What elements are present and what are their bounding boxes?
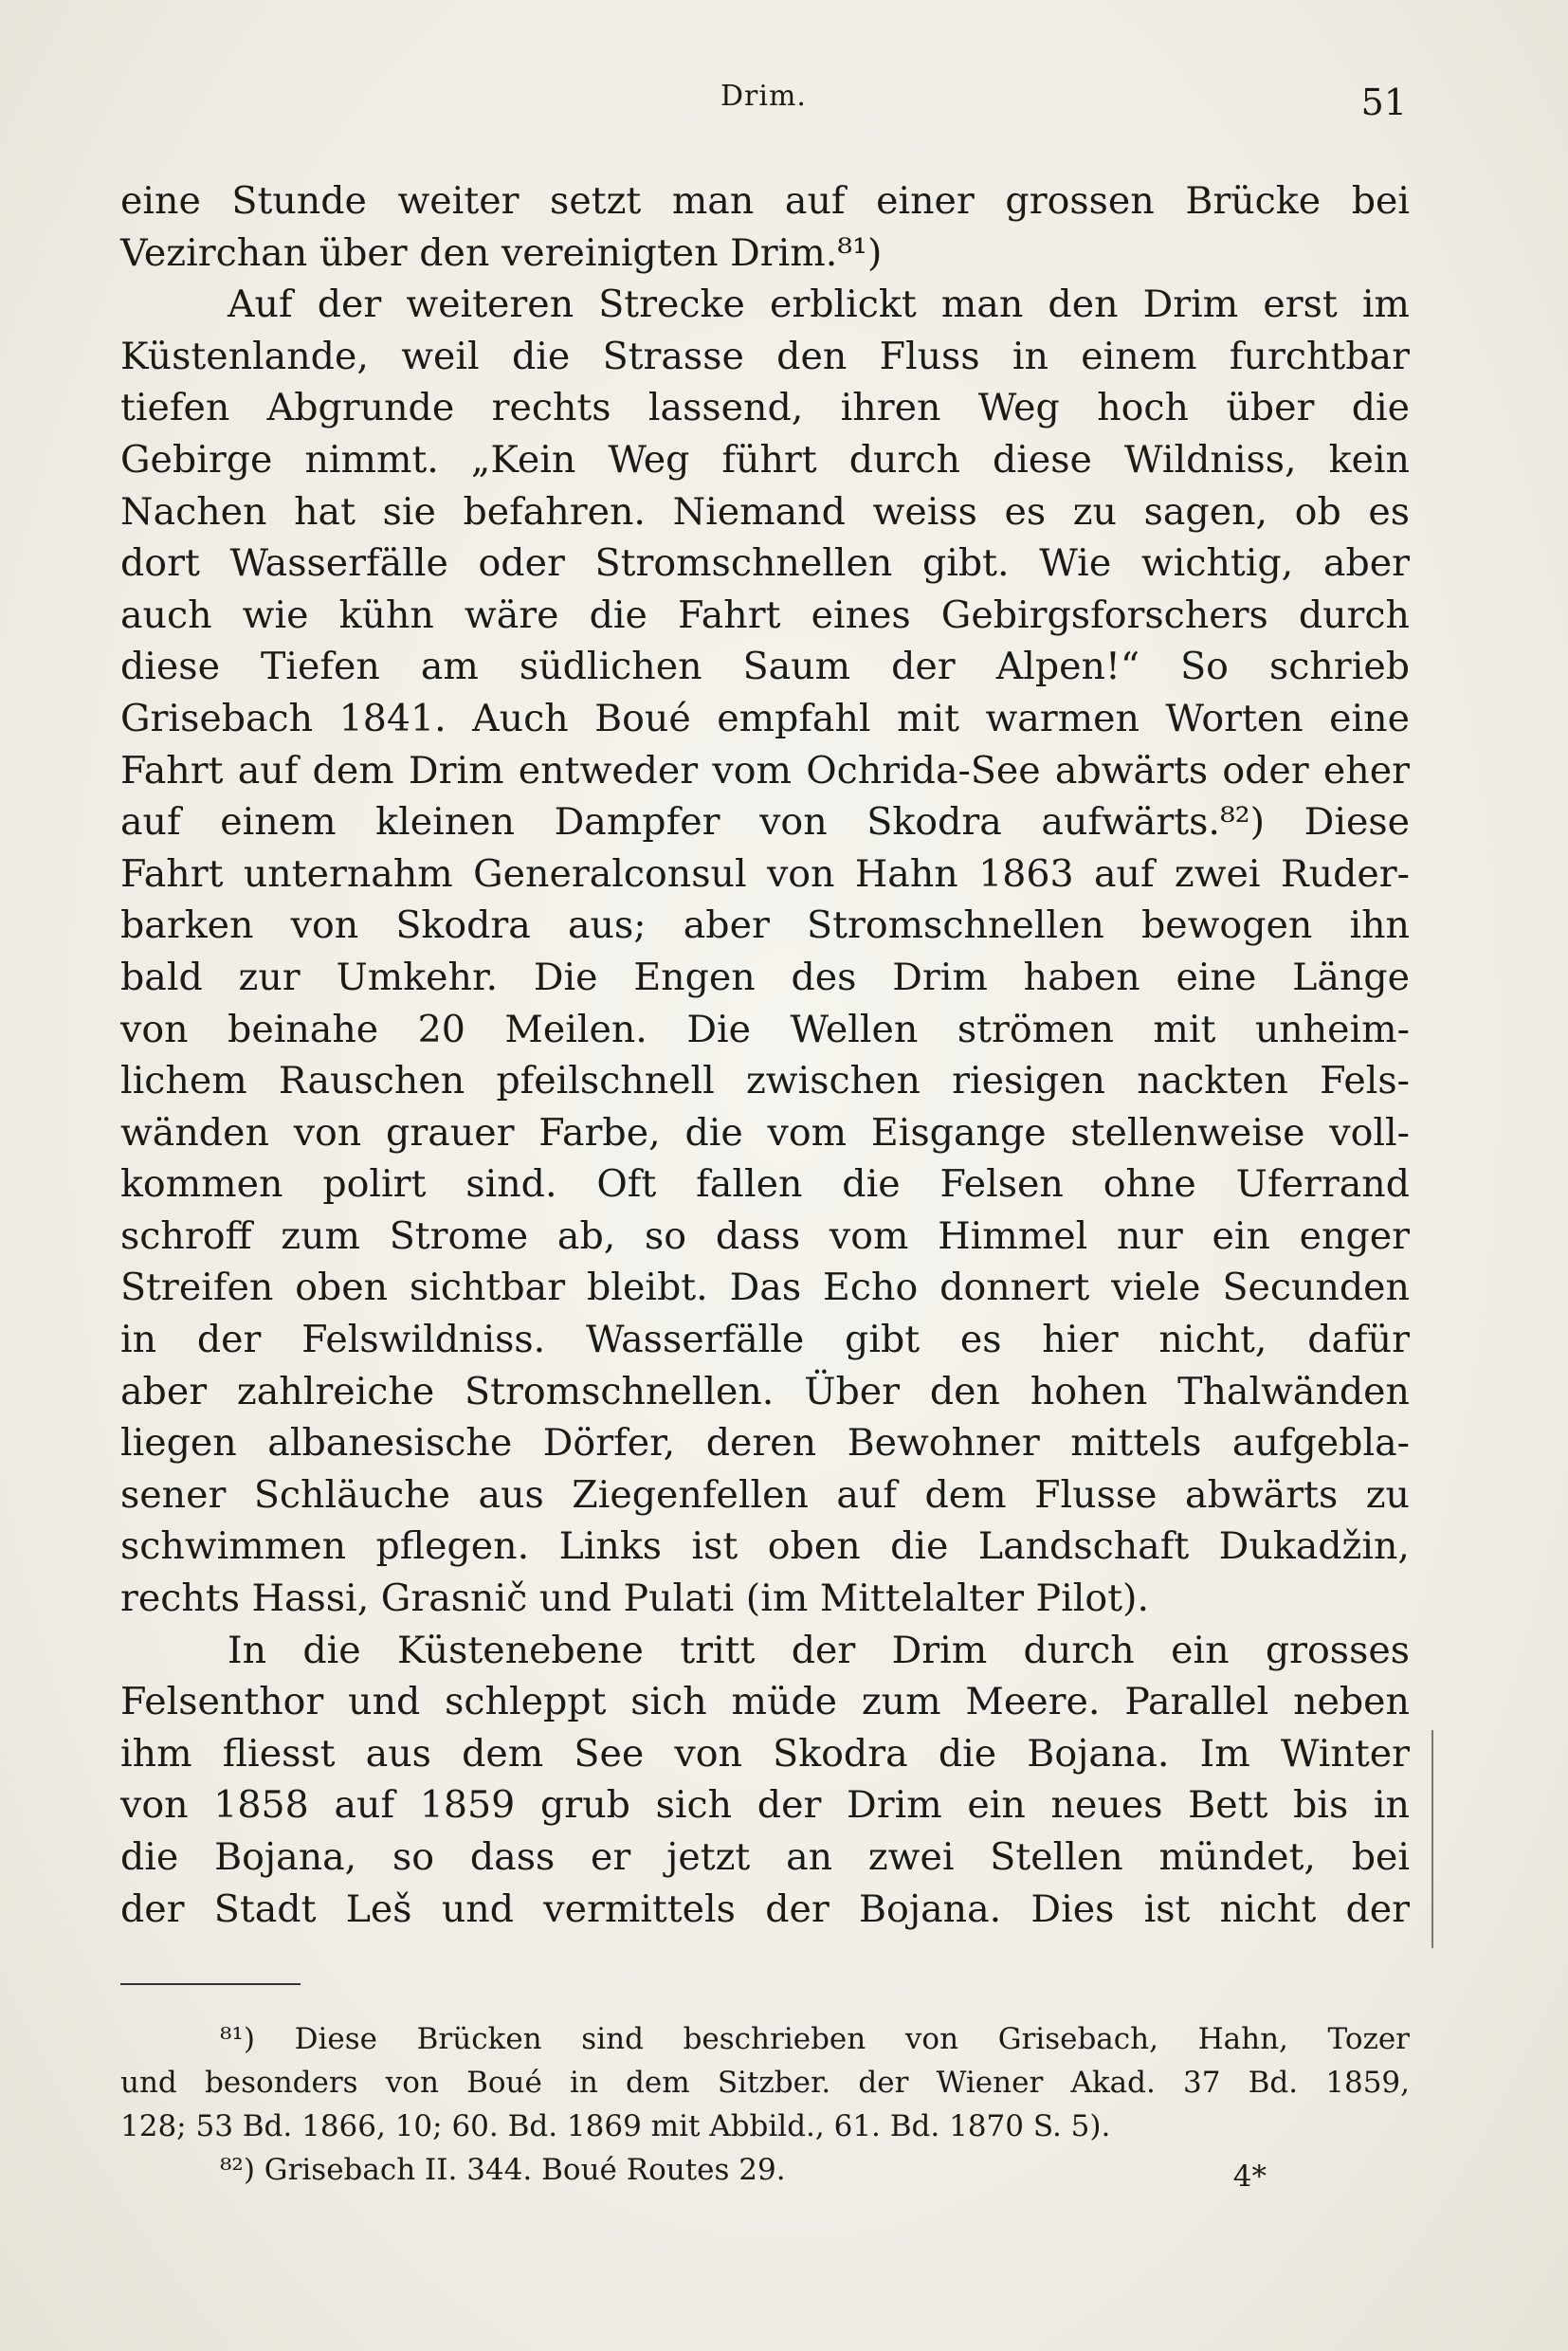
text-line: Streifen oben sichtbar bleibt. Das Echo donnert viele Secunden (120, 1266, 1410, 1310)
text-line: Vezirchan über den vereinigten Drim.⁸¹) (120, 230, 883, 275)
text-line: rechts Hassi, Grasnič und Pulati (im Mittelalter Pilot). (120, 1576, 1150, 1621)
text-line: lichem Rauschen pfeilschnell zwischen riesigen nackten Fels- (120, 1059, 1410, 1103)
footnote-line: 128; 53 Bd. 1866, 10; 60. Bd. 1869 mit Abbild., 61. Bd. 1870 S. 5). (120, 2109, 1111, 2143)
text-line: Küstenlande, weil die Strasse den Fluss in einem furchtbar (120, 334, 1410, 378)
text-line: bald zur Umkehr. Die Engen des Drim haben eine Länge (120, 955, 1410, 999)
page-number: 51 (1360, 82, 1407, 123)
text-line: Fahrt unternahm Generalconsul von Hahn 1863 auf zwei Ruder- (120, 851, 1410, 896)
text-line: sener Schläuche aus Ziegenfellen auf dem Flusse abwärts zu (120, 1472, 1410, 1517)
text-line: Fahrt auf dem Drim entweder vom Ochrida-See abwärts oder eher (120, 748, 1410, 793)
text-line: auf einem kleinen Dampfer von Skodra aufwärts.⁸²) Diese (120, 800, 1410, 845)
text-line: Nachen hat sie befahren. Niemand weiss es zu sagen, ob es (120, 489, 1410, 534)
footnote-line: und besonders von Boué in dem Sitzber. der Wiener Akad. 37 Bd. 1859, (120, 2066, 1410, 2100)
text-line: wänden von grauer Farbe, die vom Eisgange stellenweise voll- (120, 1110, 1410, 1155)
text-line: Gebirge nimmt. „Kein Weg führt durch diese Wildniss, kein (120, 437, 1410, 482)
text-line: diese Tiefen am südlichen Saum der Alpen!“ So schrieb (120, 645, 1410, 689)
text-line: Grisebach 1841. Auch Boué empfahl mit warmen Worten eine (120, 696, 1410, 740)
footnote-line: ⁸¹) Diese Brücken sind beschrieben von Grisebach, Hahn, Tozer (220, 2022, 1410, 2056)
text-line: tiefen Abgrunde rechts lassend, ihren Weg hoch über die (120, 386, 1410, 430)
text-line: eine Stunde weiter setzt man auf einer grossen Brücke bei (120, 179, 1410, 223)
text-line: der Stadt Leš und vermittels der Bojana. Dies ist nicht der (120, 1886, 1410, 1931)
text-line: von 1858 auf 1859 grub sich der Drim ein neues Bett bis in (120, 1783, 1410, 1828)
running-head: Drim. (720, 80, 807, 113)
text-line: von beinahe 20 Meilen. Die Wellen strömen mit unheim- (120, 1007, 1410, 1051)
text-line: barken von Skodra aus; aber Stromschnellen bewogen ihn (120, 903, 1410, 948)
text-line: ihm fliesst aus dem See von Skodra die Bojana. Im Winter (120, 1731, 1410, 1776)
signature-mark: 4* (1232, 2160, 1267, 2194)
text-line: dort Wasserfälle oder Stromschnellen gibt. Wie wichtig, aber (120, 541, 1410, 586)
text-line: auch wie kühn wäre die Fahrt eines Gebirgsforschers durch (120, 592, 1410, 637)
footnote-line: ⁸²) Grisebach II. 344. Boué Routes 29. (220, 2153, 786, 2187)
text-line: In die Küstenebene tritt der Drim durch ein grosses (228, 1628, 1410, 1672)
text-line: die Bojana, so dass er jetzt an zwei Stellen mündet, bei (120, 1835, 1410, 1879)
body-text (120, 175, 1410, 1935)
text-line: schwimmen pflegen. Links ist oben die Landschaft Dukadžin, (120, 1524, 1410, 1569)
text-line: aber zahlreiche Stromschnellen. Über den hohen Thalwänden (120, 1369, 1410, 1413)
text-line: Auf der weiteren Strecke erblickt man den Drim erst im (228, 282, 1410, 327)
text-line: schroff zum Strome ab, so dass vom Himmel nur ein enger (120, 1213, 1410, 1258)
margin-pencil-mark (1431, 1730, 1439, 1948)
footnotes (120, 2017, 1410, 2192)
text-line: liegen albanesische Dörfer, deren Bewohner mittels aufgebla- (120, 1421, 1410, 1466)
text-line: kommen polirt sind. Oft fallen die Felsen ohne Uferrand (120, 1162, 1410, 1207)
text-line: in der Felswildniss. Wasserfälle gibt es hier nicht, dafür (120, 1318, 1410, 1362)
footnote-separator (120, 1983, 301, 1985)
text-line: Felsenthor und schleppt sich müde zum Meere. Parallel neben (120, 1680, 1410, 1724)
